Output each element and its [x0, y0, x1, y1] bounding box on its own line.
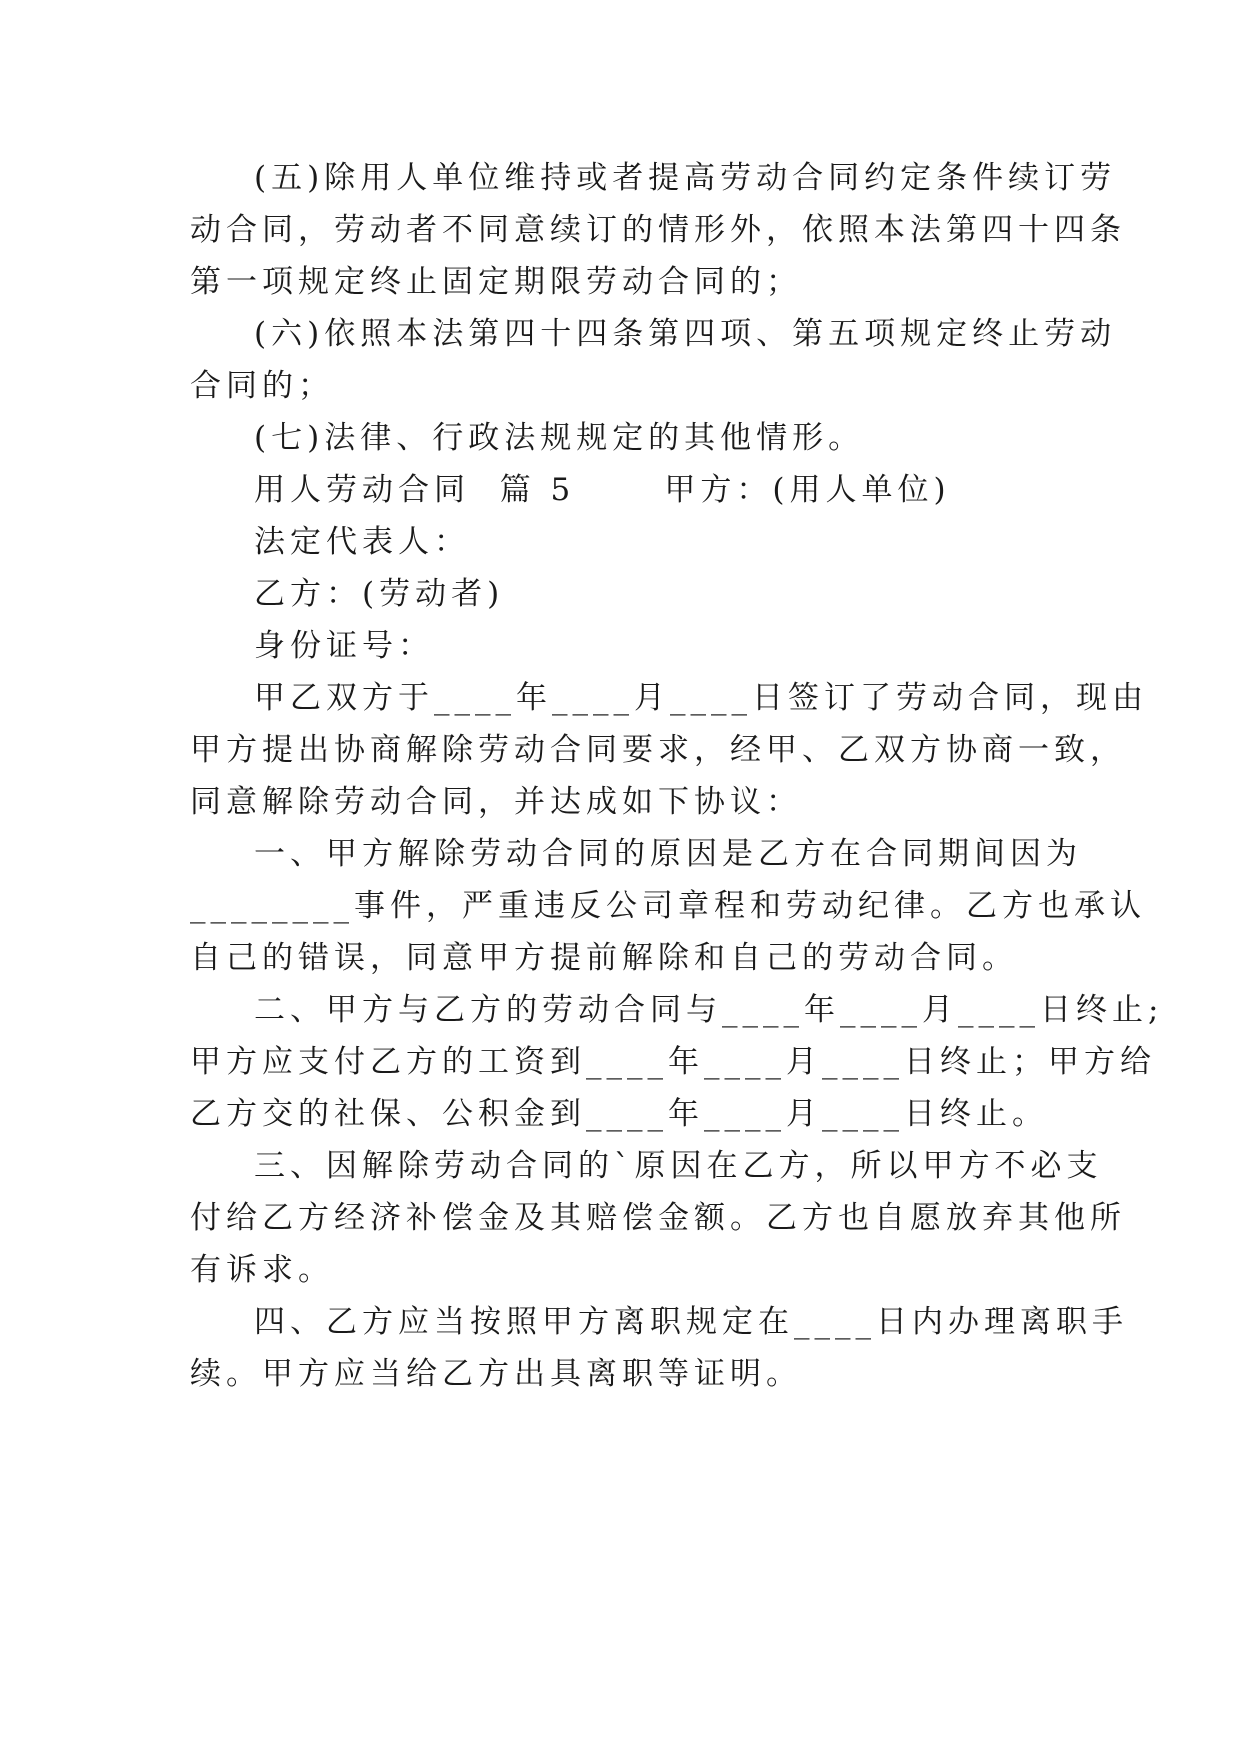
text-line: 一、甲方解除劳动合同的原因是乙方在合同期间因为 — [254, 836, 1082, 872]
text-line: 合同的； — [190, 368, 334, 404]
section-heading: 用人劳动合同 篇 5 甲方：(用人单位) — [254, 472, 951, 508]
text-line: (七)法律、行政法规规定的其他情形。 — [254, 420, 865, 456]
text-line: 动合同，劳动者不同意续订的情形外，依照本法第四十四条 — [190, 212, 1126, 248]
text-line: 续。甲方应当给乙方出具离职等证明。 — [190, 1356, 802, 1392]
text-line: 付给乙方经济补偿金及其赔偿金额。乙方也自愿放弃其他所 — [190, 1200, 1126, 1236]
text-line: 法定代表人： — [254, 524, 470, 560]
text-line: 乙方：(劳动者) — [254, 576, 505, 612]
text-line: ________事件，严重违反公司章程和劳动纪律。乙方也承认 — [190, 888, 1146, 924]
text-line: 二、甲方与乙方的劳动合同与____年____月____日终止; — [254, 992, 1164, 1028]
text-line: 身份证号： — [254, 628, 434, 664]
text-line: 乙方交的社保、公积金到____年____月____日终止。 — [190, 1096, 1048, 1132]
text-line: 甲乙双方于____年____月____日签订了劳动合同，现由 — [254, 680, 1148, 716]
text-line: (五)除用人单位维持或者提高劳动合同约定条件续订劳 — [254, 160, 1117, 196]
text-line: 自己的错误，同意甲方提前解除和自己的劳动合同。 — [190, 940, 1018, 976]
text-line: (六)依照本法第四十四条第四项、第五项规定终止劳动 — [254, 316, 1117, 352]
text-line: 同意解除劳动合同，并达成如下协议： — [190, 784, 802, 820]
text-line: 四、乙方应当按照甲方离职规定在____日内办理离职手 — [254, 1304, 1128, 1340]
text-line: 有诉求。 — [190, 1252, 334, 1288]
text-line: 三、因解除劳动合同的`原因在乙方，所以甲方不必支 — [254, 1148, 1103, 1184]
text-line: 甲方应支付乙方的工资到____年____月____日终止；甲方给 — [190, 1044, 1156, 1080]
text-line: 甲方提出协商解除劳动合同要求，经甲、乙双方协商一致， — [190, 732, 1126, 768]
text-line: 第一项规定终止固定期限劳动合同的； — [190, 264, 802, 300]
